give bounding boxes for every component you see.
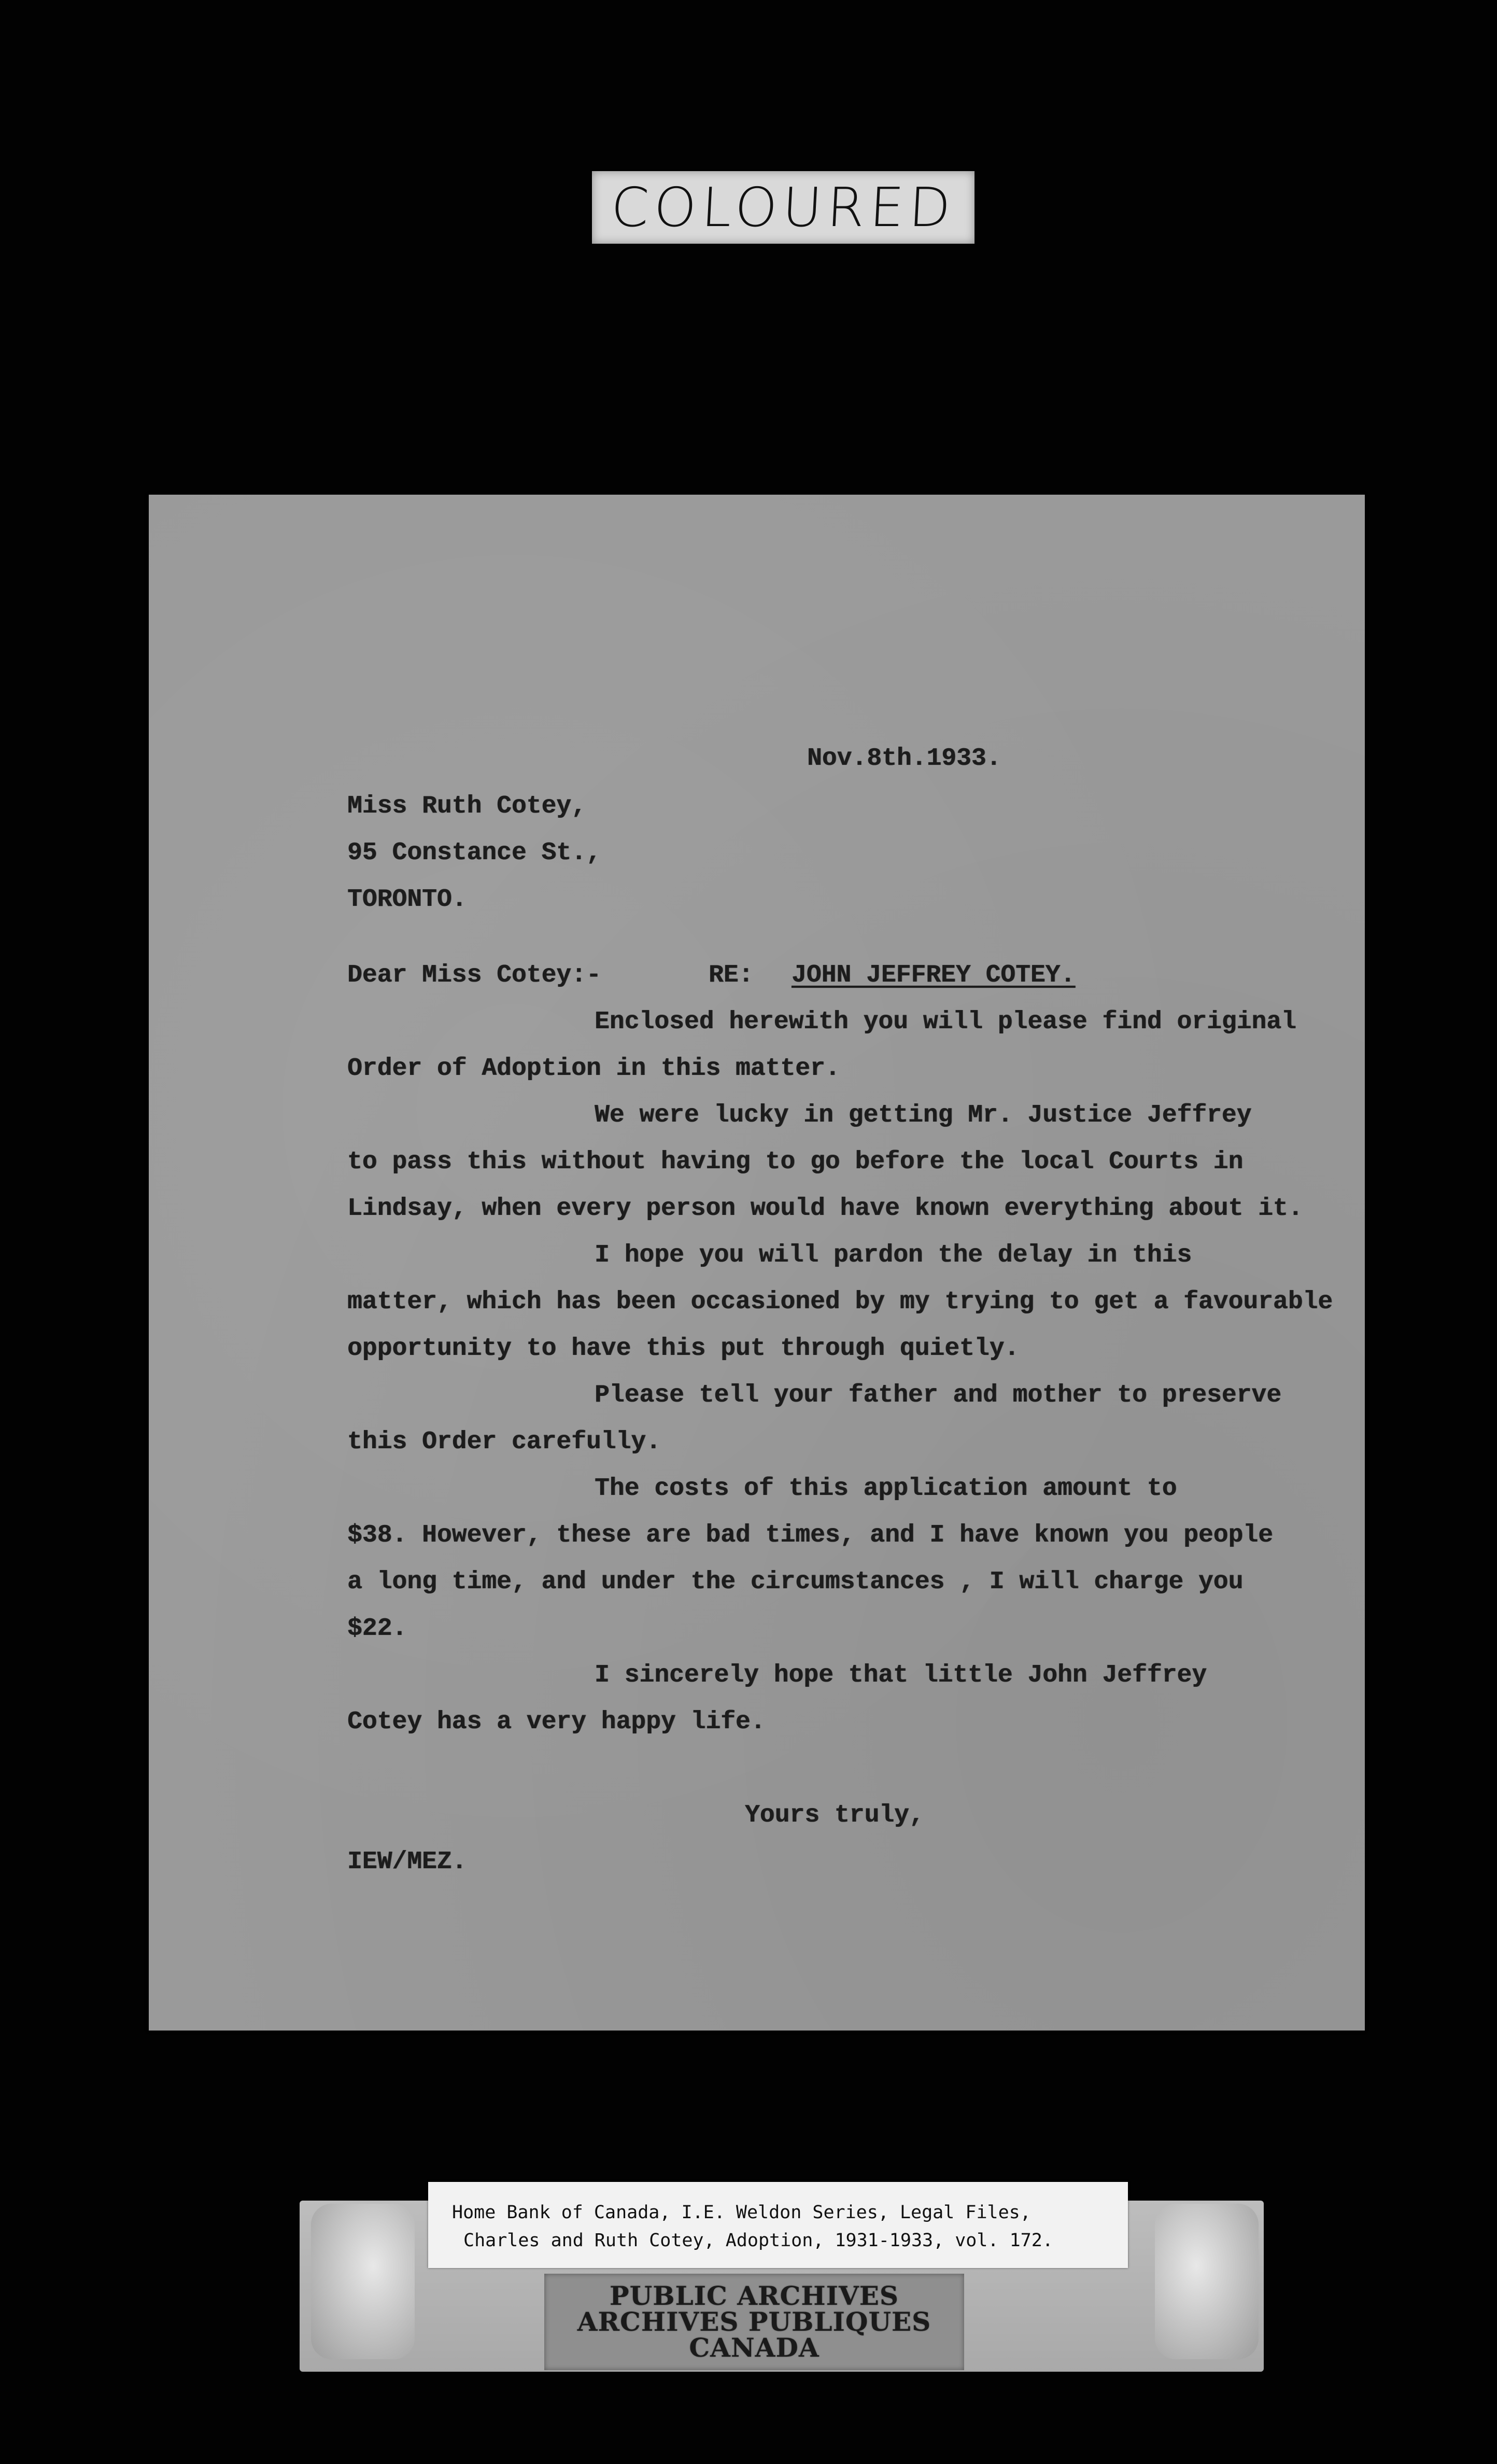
letter-line: I hope you will pardon the delay in this [595,1241,1192,1269]
letter-line: $22. [347,1615,407,1643]
address-line-1: Miss Ruth Cotey, [347,792,586,820]
strip-notch-left [311,2204,415,2359]
letter-line: opportunity to have this put through quietly. [347,1335,1020,1363]
letter-line: I sincerely hope that little John Jeffrey [595,1661,1207,1689]
strip-notch-right [1155,2204,1259,2359]
typist-initials: IEW/MEZ. [347,1848,467,1876]
letter-sheet [149,495,1365,2031]
letter-line: $38. However, these are bad times, and I have known you people [347,1521,1273,1549]
stamp-line-1: PUBLIC ARCHIVES [610,2280,899,2311]
letter-line: Enclosed herewith you will please find original [595,1008,1296,1036]
letter-line: Order of Adoption in this matter. [347,1055,840,1083]
closing: Yours truly, [745,1801,924,1829]
letter-line: matter, which has been occasioned by my trying to get a favourable [347,1288,1333,1316]
re-name: JOHN JEFFREY COTEY. [792,961,1076,989]
address-line-3: TORONTO. [347,886,467,914]
letter-line: to pass this without having to go before the local Courts in [347,1148,1244,1176]
letter-line: Cotey has a very happy life. [347,1708,766,1736]
letter-line: Please tell your father and mother to preserve [595,1381,1282,1409]
stamp-line-3: CANADA [689,2332,820,2363]
salutation: Dear Miss Cotey:- [347,961,601,989]
letter-line: a long time, and under the circumstances , I will charge you [347,1568,1244,1596]
re-label: RE: [709,961,754,989]
tag-text: COLOURED [609,176,957,239]
letter-line: Lindsay, when every person would have known everything about it. [347,1195,1303,1223]
archives-stamp [544,2274,964,2370]
letter-line: The costs of this application amount to [595,1475,1177,1503]
label-line-2: Charles and Ruth Cotey, Adoption, 1931-1933, vol. 172. [463,2230,1053,2251]
letter-line: We were lucky in getting Mr. Justice Jeffrey [595,1101,1252,1129]
stamp-line-2: ARCHIVES PUBLIQUES [577,2306,931,2337]
letter-date: Nov.8th.1933. [807,745,1001,773]
address-line-2: 95 Constance St., [347,839,601,867]
archive-label [428,2182,1128,2268]
letter-line: this Order carefully. [347,1428,661,1456]
coloured-tag [592,171,975,244]
label-line-1: Home Bank of Canada, I.E. Weldon Series, Legal Files, [452,2202,1031,2223]
